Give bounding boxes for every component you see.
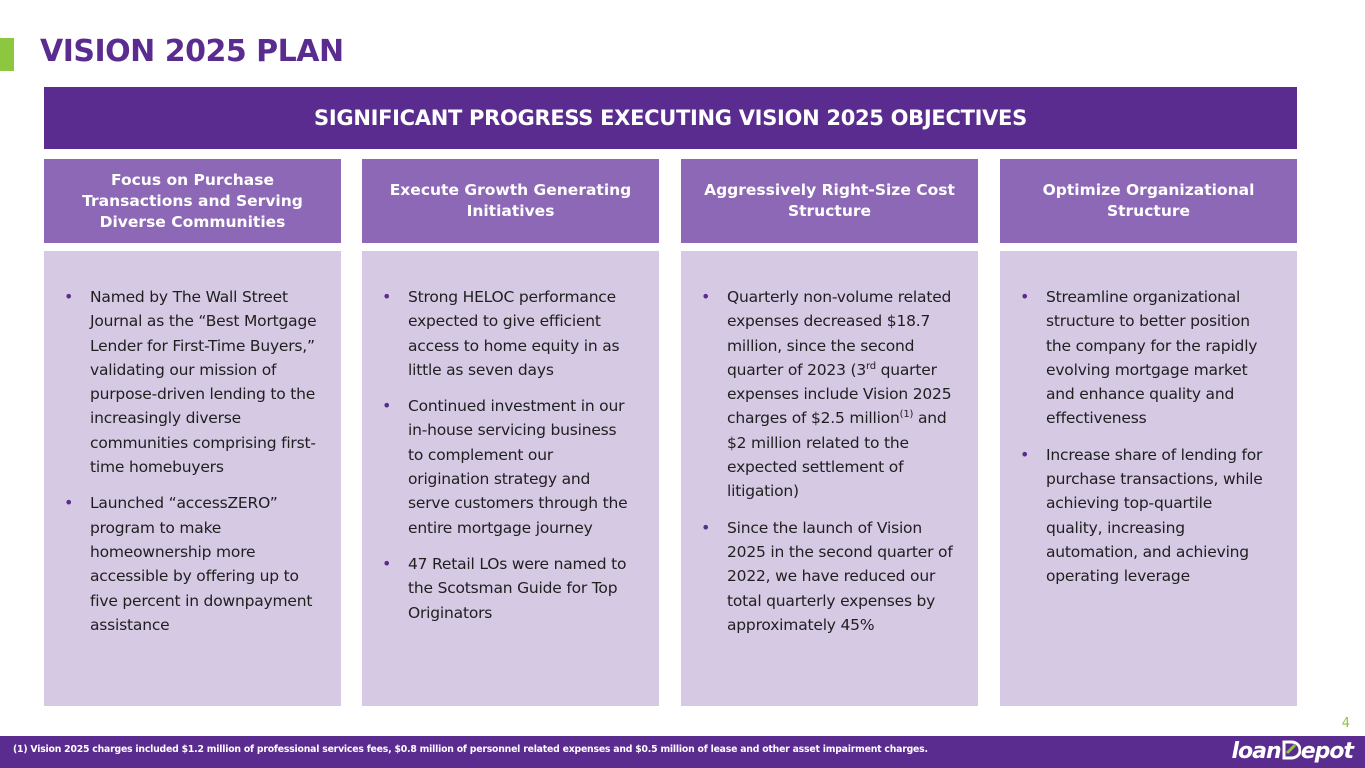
bullet-text: Named by The Wall Street Journal as the “Best Mortgage Lender for First-Time Buyers,” validating our mission of purpose-driven lending to the increasingly diverse communities comprising first-time homebuyers [90, 288, 317, 477]
bullet-dot-icon: • [701, 287, 711, 306]
bullet-item [64, 491, 317, 637]
bullet-item [382, 394, 635, 540]
bullet-text-part: quarter expenses include Vision 2025 charges of $2.5 million [727, 360, 952, 428]
column-header-growth: Execute Growth Generating Initiatives [362, 159, 659, 243]
ordinal-superscript: rd [866, 360, 876, 372]
bullet-text: Since the launch of Vision 2025 in the second quarter of 2022, we have reduced our total quarterly expenses by approximately 45% [727, 518, 953, 634]
title-accent-bar [0, 38, 14, 71]
bullet-text: Strong HELOC performance expected to give efficient access to home equity in as little as seven days [408, 288, 620, 379]
bullet-dot-icon: • [701, 517, 711, 537]
bullet-text-part: and $2 million related to the expected settlement of litigation) [727, 409, 947, 501]
bullet-list [1020, 285, 1273, 589]
column-body-cost [681, 251, 978, 706]
column-header-organization: Optimize Organizational Structure [1000, 159, 1297, 243]
footnote: (1) Vision 2025 charges included $1.2 million of professional services fees, $0.8 million of personnel related expenses and $0.5 million of lease and other asset impairment charges. [13, 744, 928, 755]
bullet-list [64, 285, 317, 637]
page-title: VISION 2025 PLAN [40, 34, 344, 69]
bullet-text-rich [727, 288, 951, 500]
column-body-growth [362, 251, 659, 706]
bullet-text: Streamline organizational structure to better position the company for the rapidly evolving mortgage market and enhance quality and effectiveness [1046, 288, 1258, 428]
bullet-text: Continued investment in our in-house servicing business to complement our origination strategy and serve customers through the entire mortgage journey [408, 397, 628, 537]
bullet-dot-icon: • [64, 287, 74, 306]
column-header-purchase: Focus on Purchase Transactions and Serving Diverse Communities [44, 159, 341, 243]
objectives-banner: SIGNIFICANT PROGRESS EXECUTING VISION 2025 OBJECTIVES [44, 87, 1297, 149]
bullet-dot-icon: • [1020, 287, 1030, 306]
bullet-item [1020, 285, 1273, 431]
bullet-dot-icon: • [1020, 444, 1030, 464]
logo-text-part: loan [1231, 739, 1281, 764]
page-number: 4 [1341, 716, 1350, 731]
bullet-list [701, 285, 954, 637]
footer-bar [0, 736, 1365, 768]
logo-text-part: epot [1300, 739, 1353, 764]
bullet-dot-icon: • [382, 553, 392, 573]
bullet-text-part: Quarterly non-volume related expenses decreased $18.7 million, since the second quarter of 2023 (3 [727, 288, 952, 379]
bullet-list [382, 285, 635, 625]
column-header-cost: Aggressively Right-Size Cost Structure [681, 159, 978, 243]
bullet-text: 47 Retail LOs were named to the Scotsman Guide for Top Originators [408, 554, 627, 622]
bullet-item [64, 285, 317, 479]
bullet-dot-icon: • [382, 287, 392, 306]
column-body-purchase [44, 251, 341, 706]
loandepot-d-icon [1281, 740, 1301, 760]
bullet-item [701, 285, 954, 504]
bullet-text: Increase share of lending for purchase transactions, while achieving top-quartile quality, increasing automation, and achieving operating leverage [1046, 445, 1263, 586]
bullet-item [382, 552, 635, 625]
bullet-item [701, 516, 954, 637]
bullet-item [1020, 443, 1273, 589]
footnote-ref: (1) [899, 409, 914, 421]
loandepot-logo [1232, 739, 1353, 764]
bullet-text: Launched “accessZERO” program to make homeownership more accessible by offering up to five percent in downpayment assistance [90, 494, 313, 634]
bullet-item [382, 285, 635, 382]
column-body-organization [1000, 251, 1297, 706]
bullet-dot-icon: • [382, 396, 392, 416]
bullet-dot-icon: • [64, 493, 74, 513]
